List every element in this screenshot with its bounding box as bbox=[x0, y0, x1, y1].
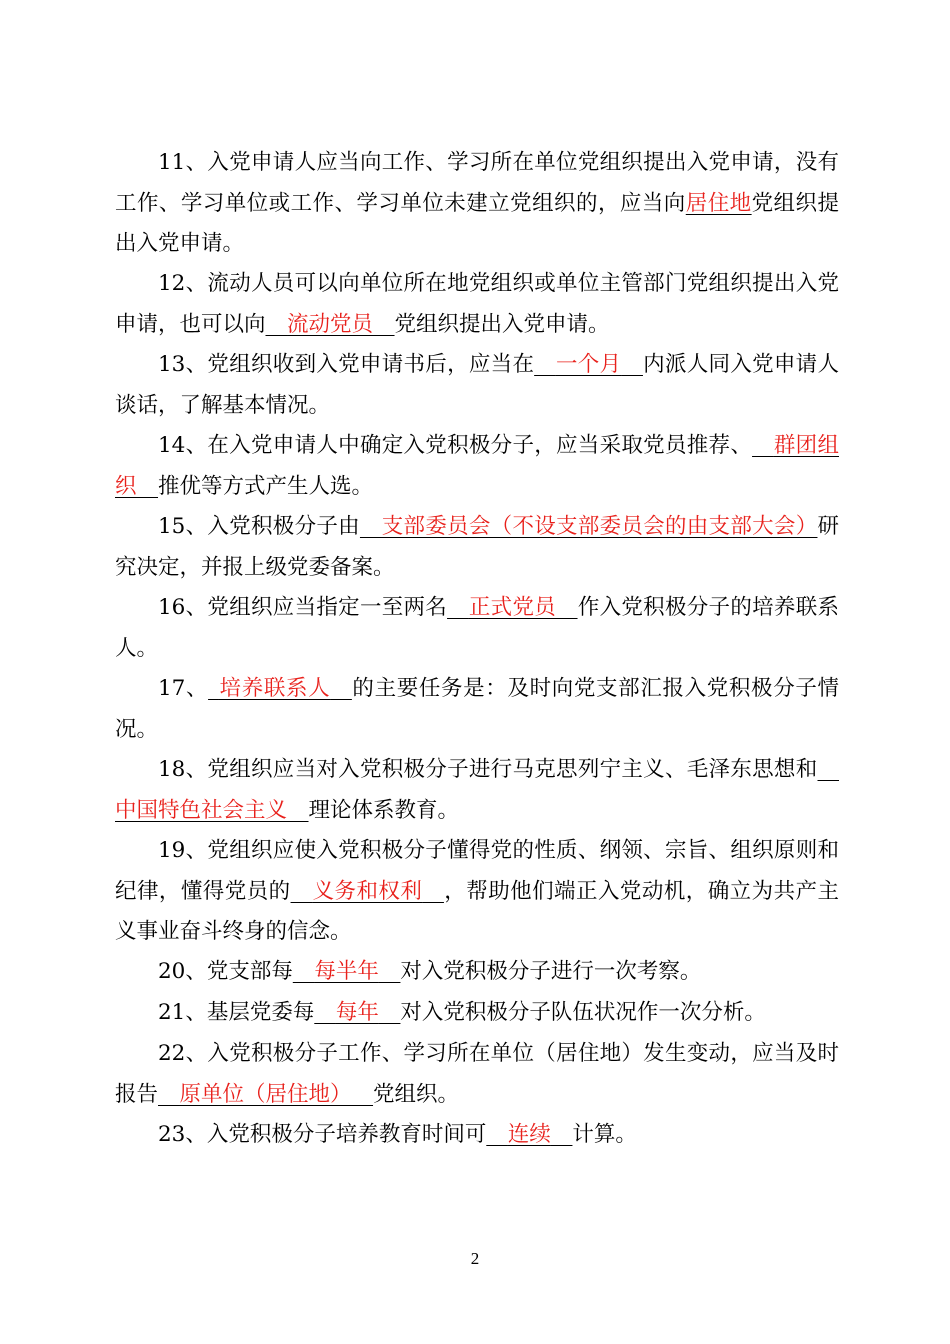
answer-text: 支部委员会（不设支部委员会的由支部大会） bbox=[381, 514, 818, 539]
answer-blank bbox=[314, 1000, 400, 1025]
question-text-after: ，帮助他们端正入党动机，确立为共产主义事业奋斗终身的信念。 bbox=[115, 878, 839, 944]
answer-text: 每半年 bbox=[314, 959, 379, 984]
question-22 bbox=[115, 1034, 839, 1115]
question-text: 20、党支部每 bbox=[158, 959, 293, 984]
blank-lead: __ bbox=[534, 352, 556, 377]
question-text-after: 的主要任务是：及时向党支部汇报入党积极分子情况。 bbox=[115, 676, 839, 742]
question-11 bbox=[115, 143, 839, 265]
blank-trail: __ bbox=[621, 352, 643, 377]
question-text: 15、入党积极分子由 bbox=[158, 514, 360, 539]
question-15 bbox=[115, 507, 839, 588]
question-text-after: 对入党积极分子队伍状况作一次分析。 bbox=[400, 1000, 766, 1025]
blank-lead: __ bbox=[290, 878, 313, 904]
question-text: 14、在入党申请人中确定入党积极分子，应当采取党员推荐、 bbox=[158, 433, 753, 458]
answer-blank bbox=[208, 676, 352, 701]
answer-blank bbox=[447, 595, 577, 620]
blank-lead: __ bbox=[314, 1000, 336, 1025]
answer-text: 培养联系人 bbox=[218, 676, 331, 701]
question-text: 16、党组织应当指定一至两名 bbox=[158, 595, 448, 620]
question-13 bbox=[115, 345, 839, 426]
question-text-after: 计算。 bbox=[572, 1122, 637, 1147]
question-text: 12、流动人员可以向单位所在地党组织或单位主管部门党组织提出入党申请，也可以向 bbox=[115, 271, 839, 337]
answer-text: 原单位（居住地） bbox=[179, 1081, 352, 1107]
question-text-after: 理论体系教育。 bbox=[308, 797, 460, 823]
question-text-after: 对入党积极分子进行一次考察。 bbox=[400, 959, 702, 984]
answer-text: 流动党员 bbox=[287, 311, 374, 337]
blank-lead: __ bbox=[817, 757, 839, 782]
answer-text: 群团组织 bbox=[115, 433, 839, 499]
blank-trail: __ bbox=[136, 473, 159, 499]
blank-lead: _ bbox=[208, 676, 219, 701]
answer-blank bbox=[534, 352, 643, 377]
blank-lead: __ bbox=[359, 514, 382, 539]
question-text: 23、入党积极分子培养教育时间可 bbox=[158, 1122, 487, 1147]
question-text-after: 内派人同入党申请人谈话，了解基本情况。 bbox=[115, 352, 839, 418]
question-12 bbox=[115, 264, 839, 345]
question-17 bbox=[115, 669, 839, 750]
question-text: 17、 bbox=[158, 676, 209, 701]
question-19 bbox=[115, 831, 839, 953]
question-text: 18、党组织应当对入党积极分子进行马克思列宁主义、毛泽东思想和 bbox=[158, 757, 818, 782]
answer-blank bbox=[686, 191, 752, 216]
question-text-after: 党组织提出入党申请。 bbox=[394, 311, 610, 337]
question-text-after: 研究决定，并报上级党委备案。 bbox=[115, 514, 839, 580]
blank-trail: __ bbox=[351, 1081, 374, 1107]
blank-trail: __ bbox=[378, 959, 401, 984]
blank-trail: __ bbox=[550, 1122, 573, 1147]
question-23 bbox=[115, 1115, 839, 1156]
answer-text: 正式党员 bbox=[468, 595, 557, 620]
blank-trail: __ bbox=[287, 797, 309, 823]
blank-lead: __ bbox=[752, 433, 774, 458]
blank-trail: __ bbox=[422, 878, 444, 904]
answer-text: 连续 bbox=[507, 1122, 551, 1147]
question-text-after: 党组织。 bbox=[373, 1081, 460, 1107]
page-number: 2 bbox=[470, 1249, 480, 1268]
answer-blank bbox=[158, 1082, 373, 1107]
question-16 bbox=[115, 588, 839, 669]
blank-lead: __ bbox=[292, 959, 315, 984]
blank-lead: __ bbox=[158, 1081, 180, 1107]
question-20 bbox=[115, 952, 839, 993]
blank-trail: __ bbox=[556, 595, 578, 620]
answer-text: 每年 bbox=[335, 1000, 379, 1025]
blank-lead: __ bbox=[265, 311, 288, 337]
answer-blank bbox=[360, 514, 818, 539]
question-text: 21、基层党委每 bbox=[158, 1000, 315, 1025]
question-text-after: 作入党积极分子的培养联系人。 bbox=[115, 595, 839, 661]
blank-trail: __ bbox=[378, 1000, 401, 1025]
question-14 bbox=[115, 426, 839, 507]
question-21 bbox=[115, 993, 839, 1034]
question-18 bbox=[115, 750, 839, 831]
question-text: 11、入党申请人应当向工作、学习所在单位党组织提出入党申请，没有工作、学习单位或工作、学习单位未建立党组织的，应当向 bbox=[115, 150, 839, 216]
blank-trail: __ bbox=[330, 676, 352, 701]
question-text: 13、党组织收到入党申请书后，应当在 bbox=[158, 352, 535, 377]
blank-lead: __ bbox=[447, 595, 469, 620]
answer-text: 一个月 bbox=[555, 352, 622, 377]
question-text-after: 党组织提出入党申请。 bbox=[115, 190, 839, 256]
question-text: 19、党组织应使入党积极分子懂得党的性质、纲领、宗旨、组织原则和纪律，懂得党员的 bbox=[115, 838, 839, 904]
answer-blank bbox=[486, 1122, 572, 1147]
blank-trail: __ bbox=[373, 311, 395, 337]
question-text: 22、入党积极分子工作、学习所在单位（居住地）发生变动，应当及时报告 bbox=[115, 1041, 839, 1107]
answer-blank bbox=[266, 312, 395, 337]
answer-text: 中国特色社会主义 bbox=[115, 797, 288, 823]
answer-text: 义务和权利 bbox=[312, 878, 423, 904]
answer-blank bbox=[293, 959, 401, 984]
question-text-after: 推优等方式产生人选。 bbox=[158, 473, 374, 499]
answer-blank bbox=[291, 879, 444, 904]
answer-text: 居住地 bbox=[685, 190, 752, 216]
blank-lead: __ bbox=[486, 1122, 508, 1147]
